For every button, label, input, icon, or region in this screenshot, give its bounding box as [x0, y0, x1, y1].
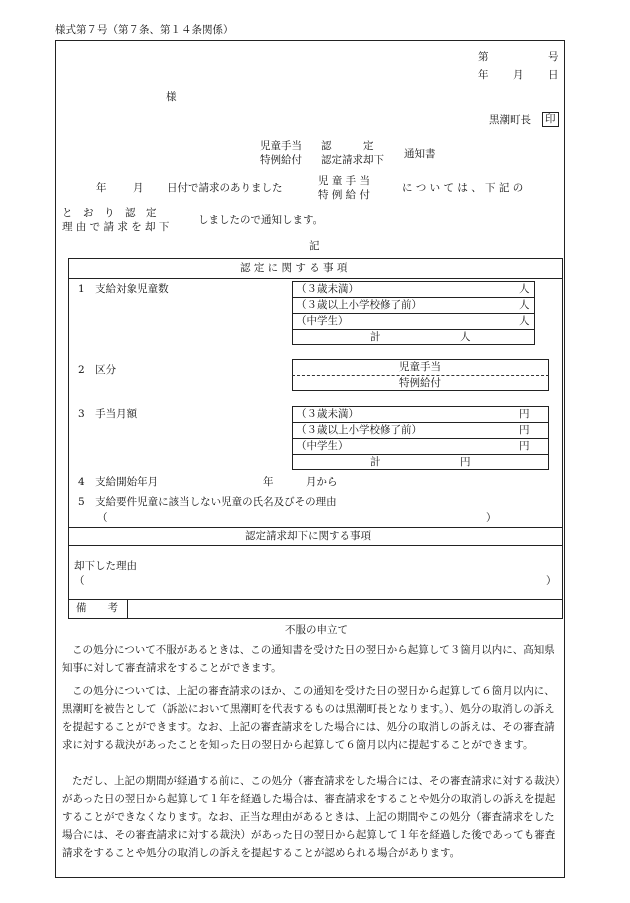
item5-open-paren: （: [97, 512, 108, 524]
item3-label: 3 手当月額: [78, 408, 138, 420]
remarks-label: 備 考: [76, 602, 118, 614]
item1-row-0-label: （３歳未満）: [296, 283, 359, 295]
seal-mark: 印: [542, 112, 559, 127]
item4-label: 4 支給開始年月: [78, 476, 159, 488]
appeal-heading: 不服の申立て: [285, 624, 348, 636]
title-type-2: 認定請求却下: [321, 154, 384, 166]
rejection-heading: 認定請求却下に関する事項: [245, 530, 371, 542]
title-type-1: 認 定: [321, 140, 374, 152]
intro-reason-2: 理 由 で 請 求 を 却 下: [62, 221, 170, 233]
item1-row-0-unit: 人: [519, 283, 530, 295]
title-allowance-1: 児童手当: [260, 140, 302, 152]
intro-allowance-2: 特 例 給 付: [318, 189, 371, 201]
intro-tail: しましたので通知します。: [198, 214, 324, 226]
item1-row-1-label: （３歳以上小学校修了前）: [296, 299, 422, 311]
appeal-paragraph-3: ただし、上記の期間が経過する前に、この処分（審査請求をした場合には、その審査請求に対する裁決）があった日の翌日から起算して１年を経過した場合は、審査請求をすることや処分の取消しの訴えを提起することができなくなります。なお、正当な理由があるときは、上記の期間やこの処分（審査請求をした場合には、その審査請求に対する裁決）があった日の翌日から起算して１年を経過した後であっても審査請求をすることや処分の取消しの訴えを提起することが認められる場合があります。: [62, 775, 561, 859]
ki-mark: 記: [309, 240, 320, 252]
item2-label: 2 区分: [78, 364, 117, 376]
appeal-paragraph-1: この処分について不服があるときは、この通知書を受けた日の翌日から起算して３箇月以内に、高知県知事に対して審査請求をすることができます。: [62, 644, 555, 674]
item1-row-1-unit: 人: [519, 299, 530, 311]
date-year: 年: [478, 69, 489, 81]
rejection-reason-label: 却下した理由: [74, 560, 137, 572]
number-prefix: 第: [478, 51, 489, 63]
date-month: 月: [513, 69, 524, 81]
item3-total-label: 計: [370, 456, 381, 468]
rejection-close-paren: ）: [546, 575, 557, 587]
item3-row-0-unit: 円: [519, 408, 530, 420]
item2-option1: 児童手当: [399, 361, 441, 373]
item1-total-unit: 人: [460, 331, 471, 343]
intro-allowance-1: 児 童 手 当: [318, 175, 371, 187]
intro-year: 年: [96, 182, 107, 194]
item4-year: 年: [263, 476, 274, 488]
item1-label: 1 支給対象児童数: [78, 283, 169, 295]
addressee-suffix: 様: [166, 91, 177, 103]
item1-row-2-label: （中学生）: [296, 315, 349, 327]
number-suffix: 号: [548, 51, 559, 63]
item2-option2: 特例給付: [399, 377, 441, 389]
item1-total-label: 計: [370, 331, 381, 343]
item4-month-from: 月から: [306, 476, 338, 488]
item5-close-paren: ）: [486, 512, 497, 524]
intro-date-request: 日付で請求のありました: [167, 182, 283, 194]
certification-heading: 認 定 に 関 す る 事 項: [240, 262, 348, 274]
item3-row-1-unit: 円: [519, 424, 530, 436]
form-label: 様式第７号（第７条、第１４条関係）: [55, 24, 234, 36]
intro-month: 月: [133, 182, 144, 194]
item1-row-2-unit: 人: [519, 315, 530, 327]
issuer-name: 黒潮町長: [489, 114, 531, 126]
item3-row-2-unit: 円: [519, 440, 530, 452]
item3-row-0-label: （３歳未満）: [296, 408, 359, 420]
appeal-paragraph-2: この処分については、上記の審査請求のほか、この通知を受けた日の翌日から起算して６箇月以内に、黒潮町を被告として（訴訟において黒潮町を代表するものは黒潮町長となります。）、処分の取消しの訴えを提起することができます。なお、上記の審査請求をした場合には、処分の取消しの訴えは、その審査請求に対する裁決があったことを知った日の翌日から起算して６箇月以内に提起することができます。: [62, 685, 555, 751]
rejection-open-paren: （: [74, 575, 85, 587]
title-suffix: 通知書: [404, 148, 436, 160]
title-allowance-2: 特例給付: [260, 154, 302, 166]
intro-reason-1: と お り 認 定: [62, 207, 157, 219]
item3-row-1-label: （３歳以上小学校修了前）: [296, 424, 422, 436]
item3-total-unit: 円: [460, 456, 471, 468]
item5-label: 5 支給要件児童に該当しない児童の氏名及びその理由: [78, 496, 337, 508]
item3-row-2-label: （中学生）: [296, 440, 349, 452]
intro-follow: に つ い て は 、 下 記 の: [402, 182, 524, 194]
date-day: 日: [548, 69, 559, 81]
